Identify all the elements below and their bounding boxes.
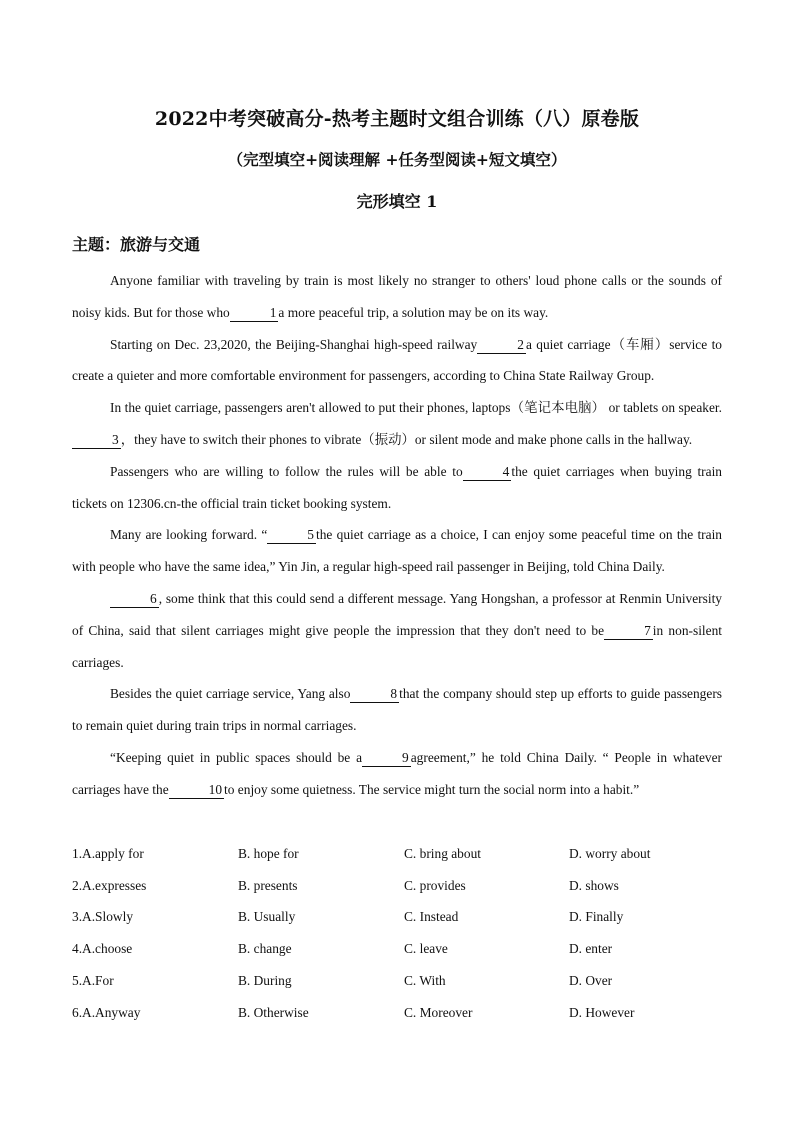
blank-4: 4 [463,464,512,481]
option-b: B. change [238,941,292,957]
blank-5: 5 [267,527,316,544]
option-d: D. enter [569,941,613,957]
blank-1: 1 [230,305,279,322]
blank-6: 6 [110,591,159,608]
passage-paragraph-8: “Keeping quiet in public spaces should be a 9 agreement,” he told China Daily. “ People in whatever carriages have the 10 to enjoy some quietness. The service might turn the social norm into a habit.” [72,749,722,797]
passage-paragraph-7: Besides the quiet carriage service, Yang also 8 that the company should step up efforts to guide passengers to remain quiet during train trips in normal carriages. [72,686,722,734]
answer-options [72,838,732,1029]
blank-9: 9 [362,750,411,767]
passage-paragraph-2: Starting on Dec. 23,2020, the Beijing-Shanghai high-speed railway 2 a quiet carriage（车厢）service to create a quieter and more comfortable environment for passengers, according to China State Railway Group. [72,336,722,384]
option-c: C. bring about [404,845,481,861]
option-d: D. worry about [569,845,651,861]
question-row-5 [72,965,732,997]
option-c: C. leave [404,941,448,957]
option-b: B. Usually [238,909,296,925]
question-row-3 [72,902,732,934]
blank-10: 10 [169,782,224,799]
question-row-4 [72,933,732,965]
passage-paragraph-4: Passengers who are willing to follow the rules will be able to 4 the quiet carriages when buying train tickets on 12306.cn-the official train ticket booking system. [72,463,722,511]
option-a: 1.A.apply for [72,845,144,861]
option-b: B. Otherwise [238,1004,309,1020]
option-a: 4.A.choose [72,941,133,957]
option-d: D. However [569,1004,635,1020]
option-d: D. shows [569,877,619,893]
page-title: 2022中考突破高分-热考主题时文组合训练（八）原卷版 [154,108,640,130]
option-c: C. With [404,973,446,989]
passage-paragraph-1: Anyone familiar with traveling by train is most likely no stranger to others' loud phone calls or the sounds of noisy kids. But for those who 1 a more peaceful trip, a solution may be on its way. [72,273,722,320]
passage-paragraph-3: In the quiet carriage, passengers aren't allowed to put their phones, laptops（笔记本电脑） or tablets on speaker.3 ，they have to switch their phones to vibrate（振动）or silent mode and make phone calls in the hallway. [72,392,722,456]
option-a: 2.A.expresses [72,877,147,893]
option-c: C. provides [404,877,466,893]
option-d: D. Over [569,973,613,989]
cloze-passage [72,265,722,806]
option-a: 3.A.Slowly [72,909,134,925]
option-b: B. During [238,973,292,989]
option-d: D. Finally [569,909,624,925]
passage-paragraph-5: Many are looking forward. “ 5 the quiet carriage as a choice, I can enjoy some peaceful time on the train with people who have the same idea,” Yin Jin, a regular high-speed rail passenger in Beijing, told China Daily. [72,527,722,575]
blank-7: 7 [604,623,653,640]
page-subtitle: （完型填空+阅读理解 +任务型阅读+短文填空） [227,150,567,169]
topic-heading: 主题：旅游与交通 [72,235,201,254]
option-a: 5.A.For [72,973,114,989]
option-c: C. Instead [404,909,459,925]
option-b: B. hope for [238,845,299,861]
option-b: B. presents [238,877,298,893]
question-row-6 [72,997,732,1029]
blank-3: 3 [72,432,121,449]
question-row-1 [72,838,732,870]
option-c: C. Moreover [404,1004,473,1020]
blank-2: 2 [477,337,526,354]
option-a: 6.A.Anyway [72,1004,141,1020]
passage-paragraph-6: 6 , some think that this could send a different message. Yang Hongshan, a professor at Renmin University of China, said that silent carriages might give people the impression that they don't need to be 7 in non-silent carriages. [72,590,722,670]
question-row-2 [72,870,732,902]
section-title: 完形填空 1 [356,192,438,211]
blank-8: 8 [350,686,399,703]
